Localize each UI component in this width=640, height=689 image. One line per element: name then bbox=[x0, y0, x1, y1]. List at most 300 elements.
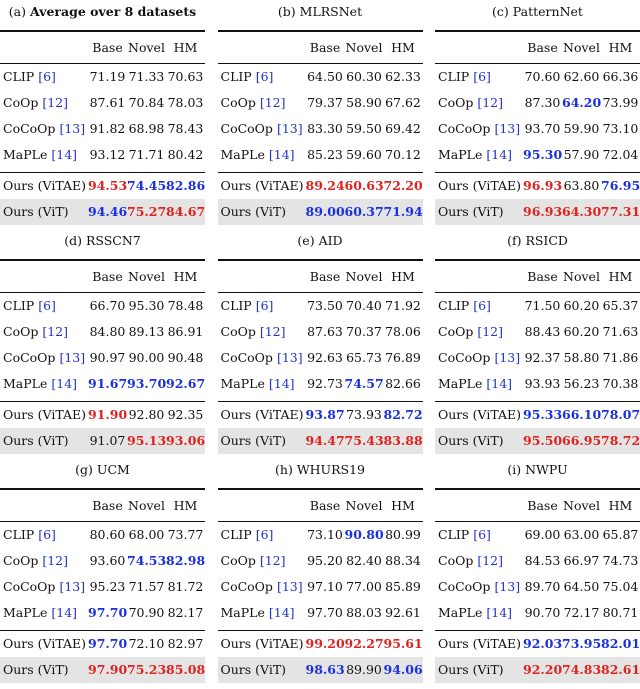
ours-rows bbox=[0, 173, 205, 225]
hm-value: 73.77 bbox=[167, 527, 204, 543]
novel-value: 93.70 bbox=[127, 376, 167, 392]
table-row bbox=[0, 657, 205, 683]
header-novel: Novel bbox=[128, 268, 165, 284]
baseline-rows bbox=[0, 522, 205, 626]
hm-value: 90.48 bbox=[167, 350, 204, 366]
ours-rows bbox=[435, 631, 640, 683]
dataset-table bbox=[218, 229, 423, 458]
base-value: 90.70 bbox=[524, 605, 561, 621]
citation-link[interactable]: [6] bbox=[255, 527, 274, 543]
table-row bbox=[0, 428, 205, 454]
method-label: MaPLe bbox=[3, 147, 48, 163]
novel-value: 92.27 bbox=[344, 636, 384, 652]
table-row bbox=[218, 64, 423, 90]
citation-link[interactable]: [12] bbox=[42, 553, 69, 569]
method-cell bbox=[435, 527, 523, 542]
baseline-rows bbox=[218, 522, 423, 626]
table-row bbox=[218, 600, 423, 626]
base-value: 96.93 bbox=[523, 204, 563, 220]
dataset-table bbox=[0, 458, 205, 687]
header-hm: HM bbox=[608, 497, 633, 513]
table-row bbox=[0, 116, 205, 142]
base-value: 97.70 bbox=[88, 605, 128, 621]
table-row bbox=[218, 522, 423, 548]
table-row bbox=[435, 631, 640, 657]
base-value: 90.97 bbox=[89, 350, 126, 366]
base-value: 97.90 bbox=[88, 662, 128, 678]
citation-link[interactable]: [12] bbox=[477, 95, 504, 111]
citation-link[interactable]: [6] bbox=[255, 298, 274, 314]
method-cell bbox=[0, 636, 88, 651]
method-cell bbox=[435, 204, 523, 219]
method-label: CoCoOp bbox=[220, 350, 273, 366]
hm-value: 78.07 bbox=[601, 407, 640, 423]
table-row bbox=[218, 631, 423, 657]
citation-link[interactable]: [13] bbox=[494, 579, 521, 595]
baseline-rows bbox=[435, 522, 640, 626]
hm-value: 80.99 bbox=[385, 527, 421, 543]
method-cell bbox=[435, 95, 523, 110]
base-value: 97.10 bbox=[307, 579, 343, 595]
method-cell bbox=[0, 298, 88, 313]
novel-value: 88.03 bbox=[346, 605, 382, 621]
table-row bbox=[435, 548, 640, 574]
header-row bbox=[0, 261, 205, 292]
hm-value: 78.06 bbox=[385, 324, 421, 340]
citation-link[interactable]: [12] bbox=[477, 553, 504, 569]
base-value: 91.07 bbox=[89, 433, 126, 449]
method-cell bbox=[218, 95, 306, 110]
method-label: MaPLe bbox=[438, 605, 483, 621]
hm-value: 71.63 bbox=[602, 324, 639, 340]
table-row bbox=[0, 319, 205, 345]
novel-value: 56.23 bbox=[563, 376, 600, 392]
method-cell bbox=[435, 376, 523, 391]
base-value: 93.93 bbox=[524, 376, 561, 392]
base-value: 92.03 bbox=[523, 636, 563, 652]
novel-value: 66.10 bbox=[562, 407, 602, 423]
base-value: 98.63 bbox=[305, 662, 345, 678]
citation-link[interactable]: [14] bbox=[486, 376, 513, 392]
table-caption bbox=[435, 230, 640, 252]
ours-rows bbox=[435, 173, 640, 225]
novel-value: 95.30 bbox=[128, 298, 165, 314]
hm-value: 84.67 bbox=[166, 204, 206, 220]
header-hm: HM bbox=[391, 268, 415, 284]
base-value: 83.30 bbox=[307, 121, 343, 137]
method-label: CoOp bbox=[3, 95, 39, 111]
method-label: CoCoOp bbox=[220, 121, 273, 137]
table-row bbox=[0, 90, 205, 116]
hm-value: 62.33 bbox=[385, 69, 421, 85]
header-base: Base bbox=[92, 39, 123, 55]
table-row bbox=[0, 345, 205, 371]
table-row bbox=[435, 345, 640, 371]
method-cell bbox=[218, 433, 306, 448]
novel-value: 68.98 bbox=[128, 121, 165, 137]
method-cell bbox=[218, 579, 306, 594]
method-cell bbox=[435, 662, 523, 677]
method-label: CoCoOp bbox=[438, 121, 491, 137]
method-label: CoOp bbox=[3, 553, 39, 569]
header-novel: Novel bbox=[345, 497, 383, 513]
citation-link[interactable]: [13] bbox=[276, 579, 303, 595]
baseline-rows bbox=[435, 293, 640, 397]
method-cell bbox=[218, 324, 306, 339]
method-cell bbox=[435, 69, 523, 84]
table-caption bbox=[218, 459, 423, 481]
dataset-table bbox=[218, 458, 423, 687]
method-cell bbox=[435, 407, 523, 422]
citation-link[interactable]: [12] bbox=[477, 324, 504, 340]
method-cell bbox=[0, 121, 88, 136]
method-label: Ours (ViTAE) bbox=[438, 178, 522, 194]
citation-link[interactable]: [6] bbox=[473, 69, 491, 85]
table-row bbox=[435, 319, 640, 345]
baseline-rows bbox=[0, 293, 205, 397]
ours-rows bbox=[218, 402, 423, 454]
method-label: Ours (ViT) bbox=[3, 204, 69, 220]
header-base: Base bbox=[527, 497, 558, 513]
caption-prefix: (g) bbox=[75, 462, 93, 477]
method-cell bbox=[435, 324, 523, 339]
header-hm: HM bbox=[173, 497, 198, 513]
novel-value: 63.80 bbox=[563, 178, 600, 194]
hm-value: 69.42 bbox=[385, 121, 421, 137]
caption-title: RSICD bbox=[525, 233, 568, 248]
method-cell bbox=[435, 350, 523, 365]
method-cell bbox=[218, 605, 306, 620]
ours-rows bbox=[0, 402, 205, 454]
base-value: 95.20 bbox=[307, 553, 343, 569]
table-row bbox=[218, 574, 423, 600]
novel-value: 71.71 bbox=[128, 147, 165, 163]
citation-link[interactable]: [6] bbox=[473, 527, 491, 543]
method-cell bbox=[435, 605, 523, 620]
base-value: 89.00 bbox=[305, 204, 345, 220]
method-label: CoOp bbox=[220, 95, 256, 111]
method-label: CoCoOp bbox=[3, 350, 56, 366]
method-cell bbox=[0, 350, 88, 365]
ours-rows bbox=[218, 173, 423, 225]
header-hm: HM bbox=[173, 39, 198, 55]
novel-value: 90.80 bbox=[344, 527, 384, 543]
base-value: 99.20 bbox=[305, 636, 345, 652]
caption-prefix: (b) bbox=[277, 4, 296, 19]
citation-link[interactable]: [6] bbox=[473, 298, 491, 314]
method-cell bbox=[218, 147, 306, 162]
method-label: MaPLe bbox=[3, 376, 48, 392]
table-row bbox=[435, 199, 640, 225]
hm-value: 85.89 bbox=[385, 579, 421, 595]
baseline-rows bbox=[218, 293, 423, 397]
dataset-table bbox=[0, 229, 205, 458]
novel-value: 65.73 bbox=[346, 350, 382, 366]
ours-rows bbox=[435, 402, 640, 454]
caption-prefix: (e) bbox=[297, 233, 315, 248]
base-value: 66.70 bbox=[89, 298, 126, 314]
hm-value: 75.04 bbox=[602, 579, 639, 595]
citation-link[interactable]: [13] bbox=[59, 350, 86, 366]
base-value: 87.63 bbox=[307, 324, 343, 340]
novel-value: 75.43 bbox=[344, 433, 384, 449]
base-value: 88.43 bbox=[524, 324, 561, 340]
method-cell bbox=[218, 204, 306, 219]
novel-value: 74.83 bbox=[562, 662, 602, 678]
method-label: Ours (ViT) bbox=[220, 204, 287, 220]
header-row bbox=[435, 32, 640, 63]
citation-link[interactable]: [14] bbox=[51, 605, 78, 621]
dataset-table bbox=[218, 0, 423, 229]
table-row bbox=[435, 522, 640, 548]
method-cell bbox=[435, 178, 523, 193]
hm-value: 82.17 bbox=[167, 605, 204, 621]
novel-value: 75.27 bbox=[127, 204, 167, 220]
header-hm: HM bbox=[608, 39, 633, 55]
table-row bbox=[0, 371, 205, 397]
method-label: Ours (ViT) bbox=[438, 662, 504, 678]
caption-prefix: (h) bbox=[275, 462, 293, 477]
header-novel: Novel bbox=[128, 497, 165, 513]
ours-rows bbox=[218, 631, 423, 683]
hm-value: 95.61 bbox=[383, 636, 423, 652]
base-value: 64.50 bbox=[307, 69, 343, 85]
citation-link[interactable]: [12] bbox=[259, 324, 286, 340]
header-base: Base bbox=[309, 268, 341, 284]
table-row bbox=[0, 293, 205, 319]
citation-link[interactable]: [13] bbox=[494, 350, 521, 366]
table-row bbox=[0, 402, 205, 428]
citation-link[interactable]: [14] bbox=[486, 147, 513, 163]
base-value: 95.50 bbox=[523, 433, 563, 449]
hm-value: 65.37 bbox=[602, 298, 639, 314]
method-label: MaPLe bbox=[438, 376, 483, 392]
hm-value: 80.71 bbox=[602, 605, 639, 621]
hm-value: 81.72 bbox=[167, 579, 204, 595]
method-cell bbox=[435, 579, 523, 594]
header-base: Base bbox=[92, 268, 123, 284]
header-row bbox=[218, 32, 423, 63]
table-row bbox=[0, 574, 205, 600]
novel-value: 74.57 bbox=[344, 376, 384, 392]
citation-link[interactable]: [6] bbox=[38, 298, 56, 314]
hm-value: 66.36 bbox=[602, 69, 639, 85]
method-cell bbox=[0, 553, 88, 568]
citation-link[interactable]: [14] bbox=[268, 376, 295, 392]
method-cell bbox=[435, 298, 523, 313]
table-row bbox=[218, 142, 423, 168]
dataset-table bbox=[435, 229, 640, 458]
hm-value: 78.48 bbox=[167, 298, 204, 314]
method-cell bbox=[0, 204, 88, 219]
citation-link[interactable]: [14] bbox=[268, 147, 295, 163]
citation-link[interactable]: [13] bbox=[276, 121, 303, 137]
table-row bbox=[0, 522, 205, 548]
novel-value: 70.37 bbox=[346, 324, 382, 340]
citation-link[interactable]: [6] bbox=[38, 69, 56, 85]
header-row bbox=[435, 261, 640, 292]
method-label: CLIP bbox=[220, 527, 252, 543]
citation-link[interactable]: [12] bbox=[259, 553, 286, 569]
base-value: 95.30 bbox=[523, 147, 563, 163]
hm-value: 78.43 bbox=[167, 121, 204, 137]
novel-value: 89.13 bbox=[128, 324, 165, 340]
method-cell bbox=[0, 376, 88, 391]
citation-link[interactable]: [14] bbox=[51, 376, 78, 392]
novel-value: 66.95 bbox=[562, 433, 602, 449]
base-value: 95.23 bbox=[89, 579, 126, 595]
caption-title: NWPU bbox=[525, 462, 568, 477]
hm-value: 74.73 bbox=[602, 553, 639, 569]
method-label: Ours (ViTAE) bbox=[220, 636, 304, 652]
base-value: 92.20 bbox=[523, 662, 563, 678]
hm-value: 80.42 bbox=[167, 147, 204, 163]
header-hm: HM bbox=[173, 268, 198, 284]
caption-prefix: (a) bbox=[8, 4, 27, 19]
novel-value: 64.20 bbox=[562, 95, 602, 111]
method-label: MaPLe bbox=[438, 147, 483, 163]
table-row bbox=[0, 173, 205, 199]
novel-value: 90.00 bbox=[128, 350, 165, 366]
method-label: CoOp bbox=[438, 553, 474, 569]
novel-value: 58.90 bbox=[346, 95, 382, 111]
novel-value: 82.40 bbox=[346, 553, 382, 569]
method-cell bbox=[218, 662, 306, 677]
base-value: 84.80 bbox=[89, 324, 126, 340]
citation-link[interactable]: [14] bbox=[51, 147, 78, 163]
method-cell bbox=[0, 407, 88, 422]
method-label: MaPLe bbox=[220, 376, 265, 392]
table-row bbox=[0, 199, 205, 225]
method-cell bbox=[0, 527, 88, 542]
novel-value: 72.10 bbox=[128, 636, 165, 652]
caption-title: MLRSNet bbox=[299, 4, 363, 19]
hm-value: 73.99 bbox=[602, 95, 639, 111]
citation-link[interactable]: [13] bbox=[276, 350, 303, 366]
base-value: 91.90 bbox=[88, 407, 128, 423]
citation-link[interactable]: [6] bbox=[255, 69, 274, 85]
method-cell bbox=[0, 178, 88, 193]
caption-title: AID bbox=[318, 233, 343, 248]
citation-link[interactable]: [13] bbox=[59, 579, 86, 595]
hm-value: 72.04 bbox=[602, 147, 639, 163]
novel-value: 89.90 bbox=[346, 662, 382, 678]
method-label: CoCoOp bbox=[438, 579, 491, 595]
citation-link[interactable]: [12] bbox=[42, 95, 69, 111]
citation-link[interactable]: [12] bbox=[259, 95, 286, 111]
method-label: CoOp bbox=[220, 324, 256, 340]
table-row bbox=[435, 371, 640, 397]
header-novel: Novel bbox=[345, 39, 383, 55]
citation-link[interactable]: [14] bbox=[486, 605, 513, 621]
method-label: Ours (ViT) bbox=[438, 433, 504, 449]
base-value: 94.53 bbox=[88, 178, 128, 194]
base-value: 92.63 bbox=[307, 350, 343, 366]
method-cell bbox=[435, 433, 523, 448]
method-label: CLIP bbox=[3, 69, 35, 85]
table-row bbox=[0, 548, 205, 574]
hm-value: 88.34 bbox=[385, 553, 421, 569]
caption-prefix: (c) bbox=[492, 4, 509, 19]
table-row bbox=[435, 428, 640, 454]
caption-title: PatternNet bbox=[512, 4, 583, 19]
header-novel: Novel bbox=[563, 268, 600, 284]
base-value: 94.47 bbox=[305, 433, 345, 449]
caption-prefix: (f) bbox=[507, 233, 522, 248]
novel-value: 59.90 bbox=[563, 121, 600, 137]
table-caption bbox=[435, 1, 640, 23]
citation-link[interactable]: [14] bbox=[268, 605, 295, 621]
hm-value: 82.01 bbox=[601, 636, 640, 652]
table-row bbox=[218, 371, 423, 397]
ours-rows bbox=[0, 631, 205, 683]
novel-value: 71.57 bbox=[128, 579, 165, 595]
method-cell bbox=[218, 553, 306, 568]
table-caption bbox=[0, 230, 205, 252]
table-row bbox=[218, 199, 423, 225]
caption-title: Average over 8 datasets bbox=[30, 4, 197, 19]
method-cell bbox=[0, 433, 88, 448]
method-label: CoOp bbox=[438, 324, 474, 340]
base-value: 93.12 bbox=[89, 147, 126, 163]
table-row bbox=[218, 657, 423, 683]
base-value: 87.61 bbox=[89, 95, 126, 111]
header-row bbox=[218, 490, 423, 521]
novel-value: 66.97 bbox=[563, 553, 600, 569]
caption-title: RSSCN7 bbox=[85, 233, 141, 248]
header-row bbox=[0, 32, 205, 63]
method-cell bbox=[218, 121, 306, 136]
base-value: 89.24 bbox=[305, 178, 345, 194]
table-row bbox=[218, 428, 423, 454]
method-cell bbox=[435, 553, 523, 568]
base-value: 91.67 bbox=[88, 376, 128, 392]
table-caption bbox=[218, 1, 423, 23]
hm-value: 82.72 bbox=[383, 407, 423, 423]
table-row bbox=[435, 64, 640, 90]
novel-value: 73.93 bbox=[346, 407, 382, 423]
method-cell bbox=[435, 121, 523, 136]
method-cell bbox=[218, 407, 306, 422]
header-hm: HM bbox=[391, 497, 415, 513]
method-cell bbox=[435, 636, 523, 651]
base-value: 95.33 bbox=[523, 407, 563, 423]
hm-value: 76.89 bbox=[385, 350, 421, 366]
base-value: 97.70 bbox=[307, 605, 343, 621]
dataset-table bbox=[435, 458, 640, 687]
hm-value: 67.62 bbox=[385, 95, 421, 111]
base-value: 79.37 bbox=[307, 95, 343, 111]
citation-link[interactable]: [6] bbox=[38, 527, 56, 543]
base-value: 73.10 bbox=[307, 527, 343, 543]
header-novel: Novel bbox=[563, 39, 600, 55]
header-base: Base bbox=[527, 39, 558, 55]
citation-link[interactable]: [13] bbox=[494, 121, 521, 137]
citation-link[interactable]: [13] bbox=[59, 121, 86, 137]
citation-link[interactable]: [12] bbox=[42, 324, 69, 340]
novel-value: 74.53 bbox=[127, 553, 167, 569]
table-row bbox=[435, 116, 640, 142]
hm-value: 82.61 bbox=[601, 662, 640, 678]
header-hm: HM bbox=[391, 39, 415, 55]
table-row bbox=[435, 173, 640, 199]
base-value: 89.70 bbox=[524, 579, 561, 595]
method-label: Ours (ViTAE) bbox=[3, 407, 87, 423]
base-value: 93.87 bbox=[305, 407, 345, 423]
caption-title: UCM bbox=[96, 462, 130, 477]
method-cell bbox=[0, 69, 88, 84]
header-row bbox=[0, 490, 205, 521]
